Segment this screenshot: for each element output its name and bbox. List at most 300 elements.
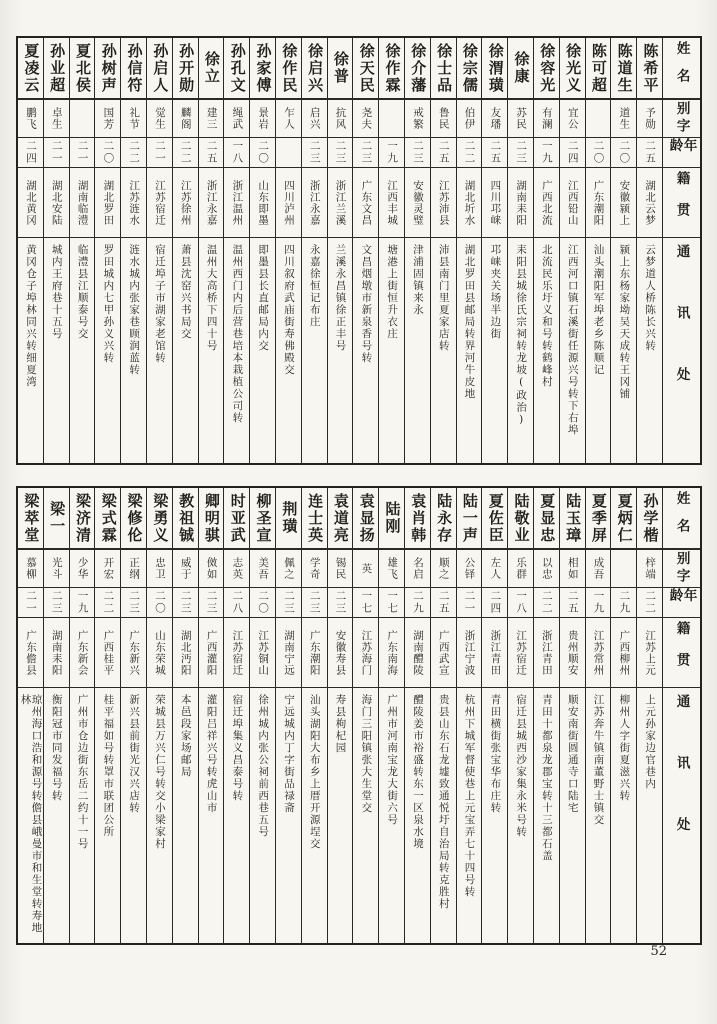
alias-cell-text: 乍人 xyxy=(282,107,295,130)
name-cell xyxy=(611,38,636,100)
age-cell-text: 二五 xyxy=(489,140,502,165)
name-cell-text: 孙业超 xyxy=(48,42,67,94)
person-column xyxy=(585,488,611,943)
name-cell xyxy=(70,38,95,100)
native-place-cell-text: 广西灌阳 xyxy=(205,629,218,676)
name-cell-text: 孙树声 xyxy=(99,42,118,94)
native-place-cell xyxy=(199,618,224,688)
name-cell-text: 陆永存 xyxy=(435,492,454,544)
native-place-cell-text: 浙江青田 xyxy=(489,629,502,676)
name-cell-text: 徐光义 xyxy=(564,42,583,94)
age-cell-text: 二五 xyxy=(205,140,218,165)
age-cell xyxy=(224,138,249,168)
age-cell-text: 二五 xyxy=(566,590,579,615)
header-name-label: 姓名 xyxy=(673,490,690,546)
address-cell-text: 颍上东杨家坳吴天成转王冈铺 xyxy=(618,244,631,400)
native-place-cell xyxy=(431,168,456,238)
age-cell xyxy=(534,138,559,168)
name-cell-text: 徐康 xyxy=(512,51,531,85)
alias-cell-text: 鹏飞 xyxy=(24,107,37,130)
person-column xyxy=(352,488,378,943)
age-cell xyxy=(147,588,172,618)
name-cell-text: 夏炳仁 xyxy=(615,492,634,544)
address-cell xyxy=(379,238,404,463)
name-cell-text: 徐介藩 xyxy=(409,42,428,94)
address-cell-text: 琼州海口浩和源号转儋县峨曼市和生堂转寿地林 xyxy=(19,694,43,934)
address-cell xyxy=(147,688,172,943)
address-cell xyxy=(328,238,353,463)
native-place-cell xyxy=(586,618,611,688)
age-cell xyxy=(18,588,43,618)
address-cell-text: 醴陵姜市裕盛转东一区泉水境 xyxy=(411,694,424,850)
native-place-cell xyxy=(379,618,404,688)
native-place-cell xyxy=(353,168,378,238)
name-cell-text: 徐天民 xyxy=(357,42,376,94)
alias-cell xyxy=(560,550,585,588)
address-cell xyxy=(379,688,404,943)
alias-cell xyxy=(482,100,507,138)
person-column xyxy=(301,488,327,943)
age-cell xyxy=(95,138,120,168)
alias-cell-text: 开宏 xyxy=(102,557,115,580)
alias-cell xyxy=(276,550,301,588)
name-cell-text: 徐作民 xyxy=(280,42,299,94)
alias-cell xyxy=(70,550,95,588)
native-place-cell xyxy=(18,618,43,688)
alias-cell-text: 光斗 xyxy=(50,557,63,580)
native-place-cell xyxy=(328,168,353,238)
address-cell-text: 海门三阳镇张大生堂交 xyxy=(360,694,373,814)
person-column xyxy=(327,488,353,943)
native-place-cell xyxy=(276,618,301,688)
age-cell-text: 二五 xyxy=(437,140,450,165)
address-cell-text: 兰溪永昌镇徐正丰号 xyxy=(334,244,347,352)
name-cell-text: 时亚武 xyxy=(228,492,247,544)
age-cell xyxy=(302,588,327,618)
alias-cell-text: 宜公 xyxy=(566,107,579,130)
name-cell-text: 陆敬业 xyxy=(512,492,531,544)
age-cell-text: 一九 xyxy=(540,140,553,165)
age-cell xyxy=(586,138,611,168)
alias-cell-text: 道生 xyxy=(618,107,631,130)
age-cell xyxy=(379,138,404,168)
person-column xyxy=(146,38,172,463)
native-place-cell-text: 四川邛崃 xyxy=(489,179,502,226)
name-cell xyxy=(224,488,249,550)
name-cell xyxy=(173,38,198,100)
native-place-cell xyxy=(250,618,275,688)
native-place-cell-text: 广东文昌 xyxy=(360,179,373,226)
native-place-cell xyxy=(405,168,430,238)
age-cell xyxy=(457,588,482,618)
name-cell-text: 徐普 xyxy=(331,51,350,85)
alias-cell xyxy=(18,100,43,138)
address-cell xyxy=(457,688,482,943)
alias-cell-text: 名启 xyxy=(411,557,424,580)
age-cell xyxy=(508,588,533,618)
address-cell xyxy=(560,238,585,463)
native-place-cell xyxy=(637,168,662,238)
age-cell xyxy=(70,138,95,168)
name-cell xyxy=(611,488,636,550)
native-place-cell-text: 江苏铜山 xyxy=(257,629,270,676)
address-cell xyxy=(199,688,224,943)
header-native-place xyxy=(663,168,700,238)
person-column xyxy=(559,38,585,463)
native-place-cell xyxy=(121,168,146,238)
native-place-cell-text: 安徽灵璧 xyxy=(411,179,424,226)
person-column xyxy=(636,38,662,463)
name-cell-text: 夏凌云 xyxy=(22,42,41,94)
address-cell xyxy=(353,688,378,943)
age-cell-text: 二〇 xyxy=(257,590,270,615)
person-column xyxy=(223,38,249,463)
alias-cell-text: 苏民 xyxy=(515,107,528,130)
person-column xyxy=(69,38,95,463)
address-cell xyxy=(637,238,662,463)
name-cell xyxy=(302,38,327,100)
age-cell-text: 二四 xyxy=(24,140,37,165)
address-cell-text: 湖北罗田县邮局转界河牛皮地 xyxy=(463,244,476,400)
alias-cell-text: 雄飞 xyxy=(386,557,399,580)
name-cell-text: 袁显扬 xyxy=(357,492,376,544)
age-cell xyxy=(328,588,353,618)
age-cell-text: 二三 xyxy=(411,140,424,165)
address-cell-text: 四川叙府武庙街寿佛殿交 xyxy=(282,244,295,376)
alias-cell xyxy=(353,100,378,138)
address-cell-text: 衡阳冠市同发福号转 xyxy=(50,694,63,802)
name-cell xyxy=(199,38,224,100)
person-column xyxy=(223,488,249,943)
alias-cell-text: 友璠 xyxy=(489,107,502,130)
age-cell xyxy=(44,588,69,618)
person-column xyxy=(94,38,120,463)
name-cell-text: 夏显忠 xyxy=(538,492,557,544)
address-cell-text: 灌阳吕祥兴号转虎山市 xyxy=(205,694,218,814)
alias-cell xyxy=(224,100,249,138)
native-place-cell xyxy=(508,168,533,238)
name-cell xyxy=(353,38,378,100)
person-column xyxy=(456,38,482,463)
person-column xyxy=(146,488,172,943)
name-cell-text: 梁一 xyxy=(48,501,67,535)
age-cell-text: 二一 xyxy=(463,590,476,615)
alias-cell xyxy=(482,550,507,588)
name-cell-text: 徐作霖 xyxy=(383,42,402,94)
name-cell xyxy=(586,38,611,100)
alias-cell-text: 梓端 xyxy=(644,557,657,580)
name-cell-text: 孙孔文 xyxy=(228,42,247,94)
alias-cell xyxy=(534,550,559,588)
alias-cell-text: 乐群 xyxy=(515,557,528,580)
name-cell xyxy=(147,38,172,100)
age-cell-text: 二三 xyxy=(50,590,63,615)
native-place-cell xyxy=(560,618,585,688)
name-cell-text: 陆刚 xyxy=(383,501,402,535)
name-cell-text: 教祖铖 xyxy=(177,492,196,544)
age-cell-text: 二三 xyxy=(334,590,347,615)
age-cell-text: 一七 xyxy=(360,590,373,615)
alias-cell-text: 学奇 xyxy=(308,557,321,580)
alias-cell xyxy=(173,550,198,588)
person-column xyxy=(43,488,69,943)
name-cell-text: 陈希平 xyxy=(641,42,660,94)
native-place-cell xyxy=(173,168,198,238)
name-cell-text: 夏佐臣 xyxy=(486,492,505,544)
name-cell-text: 夏季屏 xyxy=(589,492,608,544)
native-place-cell-text: 浙江青田 xyxy=(540,629,553,676)
person-column xyxy=(481,488,507,943)
address-cell-text: 广州市河南宝龙大街六号 xyxy=(386,694,399,826)
person-column xyxy=(404,488,430,943)
native-place-cell xyxy=(611,618,636,688)
native-place-cell-text: 湖南耒阳 xyxy=(50,629,63,676)
native-place-cell-text: 广东南海 xyxy=(386,629,399,676)
name-cell xyxy=(560,38,585,100)
alias-cell-text: 礼节 xyxy=(128,107,141,130)
name-cell xyxy=(18,38,43,100)
alias-cell xyxy=(637,550,662,588)
person-column xyxy=(198,488,224,943)
name-cell xyxy=(224,38,249,100)
directory-table-top xyxy=(16,36,702,465)
address-cell-text: 江西河口镇石溪街任源兴号转下右埠 xyxy=(566,244,579,436)
native-place-cell-text: 江西铅山 xyxy=(566,179,579,226)
alias-cell xyxy=(637,100,662,138)
address-cell xyxy=(95,238,120,463)
native-place-cell xyxy=(147,618,172,688)
person-column xyxy=(610,488,636,943)
address-cell xyxy=(482,238,507,463)
address-cell xyxy=(328,688,353,943)
address-cell-text: 柳州人字街夏滋兴转 xyxy=(618,694,631,802)
age-cell xyxy=(250,138,275,168)
name-cell xyxy=(276,488,301,550)
alias-cell xyxy=(405,550,430,588)
address-cell xyxy=(44,238,69,463)
name-cell xyxy=(328,38,353,100)
alias-cell-text: 忠卫 xyxy=(153,557,166,580)
age-cell-text: 二三 xyxy=(205,590,218,615)
alias-cell-text: 少华 xyxy=(76,557,89,580)
address-cell-text: 广州市仓边街东岳二约十一号 xyxy=(76,694,89,850)
age-cell xyxy=(121,138,146,168)
address-cell-text: 即墨县长直邮局内交 xyxy=(257,244,270,352)
name-cell xyxy=(147,488,172,550)
address-cell xyxy=(18,238,43,463)
native-place-cell-text: 贵州顺安 xyxy=(566,629,579,676)
native-place-cell-text: 湖南临澧 xyxy=(76,179,89,226)
alias-cell-text: 建三 xyxy=(205,107,218,130)
name-cell-text: 梁勇义 xyxy=(151,492,170,544)
person-column xyxy=(378,488,404,943)
alias-cell xyxy=(173,100,198,138)
native-place-cell-text: 江苏海门 xyxy=(360,629,373,676)
alias-cell xyxy=(534,100,559,138)
name-cell-text: 袁道亮 xyxy=(331,492,350,544)
header-address-label: 通讯处 xyxy=(673,694,690,879)
alias-cell xyxy=(95,100,120,138)
name-cell xyxy=(560,488,585,550)
alias-cell xyxy=(250,100,275,138)
address-cell xyxy=(199,238,224,463)
age-cell xyxy=(44,138,69,168)
alias-cell xyxy=(353,550,378,588)
native-place-cell-text: 山东荣城 xyxy=(153,629,166,676)
person-column xyxy=(43,38,69,463)
name-cell-text: 陆一声 xyxy=(460,492,479,544)
address-cell-text: 顺安南街圆通寺口陆宅 xyxy=(566,694,579,814)
address-cell-text: 塘港上街恒升衣庄 xyxy=(386,244,399,340)
native-place-cell-text: 湖南醴陵 xyxy=(411,629,424,676)
age-cell xyxy=(637,588,662,618)
address-cell-text: 荣城县万兴仁号转交小梁家村 xyxy=(153,694,166,850)
age-cell xyxy=(199,138,224,168)
address-cell xyxy=(534,688,559,943)
native-place-cell xyxy=(482,618,507,688)
name-cell xyxy=(482,38,507,100)
name-cell-text: 徐士品 xyxy=(435,42,454,94)
header-age-label: 年龄 xyxy=(666,588,697,604)
name-cell-text: 孙家傅 xyxy=(254,42,273,94)
person-column xyxy=(533,488,559,943)
age-cell-text: 二一 xyxy=(50,140,63,165)
native-place-cell xyxy=(147,168,172,238)
alias-cell-text: 成吾 xyxy=(592,557,605,580)
name-cell-text: 孙信符 xyxy=(125,42,144,94)
alias-cell xyxy=(508,100,533,138)
native-place-cell-text: 广西柳州 xyxy=(618,629,631,676)
alias-cell xyxy=(405,100,430,138)
address-cell-text: 徐州城内张公祠前西巷五号 xyxy=(257,694,270,838)
alias-cell-text: 麟阁 xyxy=(179,107,192,130)
name-cell xyxy=(379,38,404,100)
name-cell-text: 荆璜 xyxy=(280,501,299,535)
age-cell-text: 二九 xyxy=(411,590,424,615)
page-number: 52 xyxy=(650,944,667,959)
person-column xyxy=(404,38,430,463)
alias-cell-text: 卓生 xyxy=(50,107,63,130)
native-place-cell xyxy=(18,168,43,238)
alias-cell-text: 景岩 xyxy=(257,107,270,130)
age-cell xyxy=(560,588,585,618)
native-place-cell-text: 广西北流 xyxy=(540,179,553,226)
alias-cell-text: 慕柳 xyxy=(24,557,37,580)
address-cell xyxy=(586,238,611,463)
age-cell-text: 一九 xyxy=(592,590,605,615)
address-cell xyxy=(353,238,378,463)
name-cell xyxy=(431,488,456,550)
native-place-cell xyxy=(534,168,559,238)
person-column xyxy=(481,38,507,463)
person-column xyxy=(456,488,482,943)
person-column xyxy=(275,488,301,943)
age-cell-text: 二二 xyxy=(540,590,553,615)
name-cell xyxy=(18,488,43,550)
native-place-cell-text: 湖南宁远 xyxy=(282,629,295,676)
alias-cell xyxy=(147,550,172,588)
age-cell-text: 一八 xyxy=(515,590,528,615)
header-alias-label: 别字 xyxy=(673,101,690,136)
native-place-cell xyxy=(121,618,146,688)
native-place-cell xyxy=(302,618,327,688)
name-cell xyxy=(250,488,275,550)
age-cell-text: 二三 xyxy=(334,140,347,165)
native-place-cell-text: 安徽寿县 xyxy=(334,629,347,676)
header-address xyxy=(663,238,700,463)
alias-cell-text: 有澜 xyxy=(540,107,553,130)
native-place-cell-text: 广东新会 xyxy=(76,629,89,676)
name-cell-text: 袁肖韩 xyxy=(409,492,428,544)
age-cell-text: 二二 xyxy=(463,140,476,165)
alias-cell xyxy=(95,550,120,588)
name-cell xyxy=(44,488,69,550)
address-cell xyxy=(457,238,482,463)
person-column xyxy=(533,38,559,463)
alias-cell xyxy=(560,100,585,138)
address-cell xyxy=(302,688,327,943)
person-column xyxy=(69,488,95,943)
address-cell-text: 寿县枸杞园 xyxy=(334,694,347,754)
name-cell xyxy=(70,488,95,550)
native-place-cell-text: 广东新兴 xyxy=(128,629,141,676)
address-cell-text: 宿迁县城西沙家集永米号转 xyxy=(515,694,528,838)
native-place-cell-text: 广东潮阳 xyxy=(592,179,605,226)
name-cell xyxy=(95,488,120,550)
alias-cell xyxy=(328,550,353,588)
header-alias xyxy=(663,550,700,588)
address-cell-text: 杭州下城军督使巷上元宝弄七十四号转 xyxy=(463,694,476,898)
alias-cell-text: 伯伊 xyxy=(463,107,476,130)
name-cell-text: 梁修伦 xyxy=(125,492,144,544)
native-place-cell xyxy=(457,168,482,238)
native-place-cell xyxy=(457,618,482,688)
name-cell xyxy=(457,38,482,100)
alias-cell-text: 予勋 xyxy=(644,107,657,130)
address-cell xyxy=(586,688,611,943)
alias-cell-text: 相如 xyxy=(566,557,579,580)
age-cell-text: 二〇 xyxy=(592,140,605,165)
person-column xyxy=(327,38,353,463)
name-cell xyxy=(44,38,69,100)
native-place-cell xyxy=(534,618,559,688)
name-cell-text: 孙学楷 xyxy=(641,492,660,544)
age-cell-text: 二四 xyxy=(489,590,502,615)
header-column xyxy=(662,488,700,943)
native-place-cell-text: 江苏宿迁 xyxy=(515,629,528,676)
person-column xyxy=(378,38,404,463)
header-name xyxy=(663,488,700,550)
native-place-cell-text: 江苏沛县 xyxy=(437,179,450,226)
name-cell xyxy=(276,38,301,100)
age-cell xyxy=(18,138,43,168)
address-cell xyxy=(173,238,198,463)
address-cell-text: 沛县南门里夏家店转 xyxy=(437,244,450,352)
address-cell xyxy=(405,688,430,943)
alias-cell xyxy=(379,100,404,138)
address-cell-text: 宿迁埠集义昌泰号转 xyxy=(231,694,244,802)
age-cell-text: 一九 xyxy=(386,140,399,165)
address-cell xyxy=(534,238,559,463)
native-place-cell-text: 湖北沔阳 xyxy=(179,629,192,676)
age-cell xyxy=(560,138,585,168)
native-place-cell xyxy=(379,168,404,238)
age-cell-text: 二〇 xyxy=(618,140,631,165)
address-cell xyxy=(302,238,327,463)
name-cell xyxy=(431,38,456,100)
alias-cell xyxy=(508,550,533,588)
alias-cell-text: 尧夫 xyxy=(360,107,373,130)
